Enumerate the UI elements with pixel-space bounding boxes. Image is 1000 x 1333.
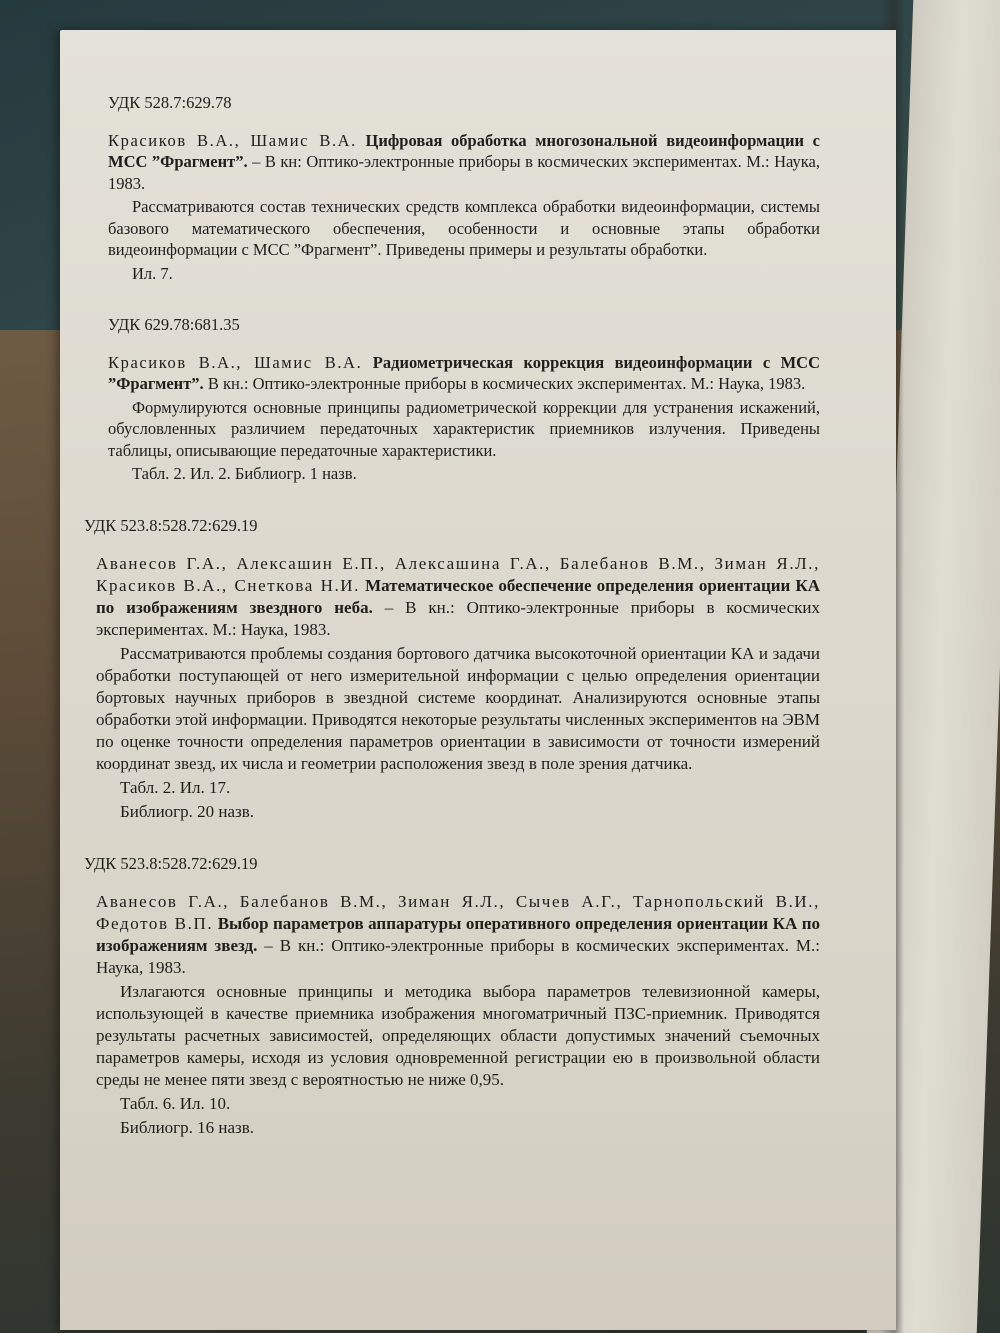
article-title: Радиометрическая коррекция видеоинформации с МСС ”Фрагмент”. [108,352,821,393]
udk-code: УДК 523.8:528.72:629.19 [84,515,258,535]
udk-code: УДК 523.8:528.72:629.19 [84,853,258,873]
abstracts-list [84,92,821,1169]
abstract-text: Излагаются основные принципы и методика выбора параметров телевизионной камеры, использующей в качестве приемника изображения многоматричный ПЗС-приемник. Приводятся результаты расчетных зависимостей, определяющих области допустимых значений съемочных параметров камеры, исходя из условия одновременной регистрации ею в произвольной области среды не менее пяти звезд с вероятностью не ниже 0,95. [96,981,820,1089]
bibliography-count: Библиогр. 20 назв. [120,801,255,821]
article-title: Выбор параметров аппаратуры оперативного определения ориентации КА по изображениям звезд. [96,913,821,955]
abstract-text: Рассматриваются проблемы создания бортового датчика высокоточной ориентации КА и задачи обработки поступающей от него измерительной информации с целью определения ориентации бортовых научных приборов в звездной системе координат. Анализируются основные этапы обработки этой информации. Приводятся некоторые результаты численных экспериментов на ЭВМ по оценке точности определения параметров ориентации в зависимости от точности измерений координат звезд, их числа и геометрии расположения звезд в поле зрения датчика. [96,643,820,773]
abstract-text: Формулируются основные принципы радиометрической коррекции для устранения искажений, обусловленных различием передаточных характеристик приемников излучения. Приведены таблицы, описывающие передаточные характеристики. [108,397,820,460]
citation [96,553,820,641]
citation [96,891,820,979]
abstract-text: Рассматриваются состав технических средств комплекса обработки видеоинформации, системы базового математического обеспечения, особенности и основные этапы обработки видеоинформации с МСС ”Фрагмент”. Приведены примеры и результаты обработки. [108,197,820,259]
source-reference: – В кн.: Оптико-электронные приборы в космических экспериментах. М.: Наука, 1983. [96,935,820,977]
abstract-entry [108,92,820,284]
illustrations-count: Ил. 7. [132,263,173,283]
abstract-entry [84,515,821,823]
tables-illustrations-count: Табл. 2. Ил. 17. [120,777,231,797]
authors: Красиков В.А., Шамис В.А. [108,130,357,150]
abstract-entry [108,314,820,485]
authors: Аванесов Г.А., Балебанов В.М., Зиман Я.Л., Сычев А.Г., Тарнопольский В.И., Федотов В.П. [96,891,820,933]
udk-code: УДК 528.7:629.78 [108,93,232,112]
tables-illustrations-count: Табл. 6. Ил. 10. [120,1093,231,1113]
source-reference: В кн.: Оптико-электронные приборы в космических экспериментах. М.: Наука, 1983. [207,374,806,393]
source-reference: – В кн.: Оптико-электронные приборы в космических экспериментах. М.: Наука, 1983. [96,597,821,639]
source-reference: – В кн: Оптико-электронные приборы в космических экспериментах. М.: Наука, 1983. [108,152,820,193]
citation [108,130,820,195]
authors: Аванесов Г.А., Алексашин Е.П., Алексашина Г.А., Балебанов В.М., Зиман Я.Л., Красиков В.А., Снеткова Н.И. [96,553,820,595]
abstract-entry [84,853,821,1139]
bibliography-count: Библиогр. 16 назв. [120,1117,255,1137]
tables-illustrations-bibliography: Табл. 2. Ил. 2. Библиогр. 1 назв. [132,464,357,483]
article-title: Математическое обеспечение определения ориентации КА по изображениям звездного неба. [96,575,821,617]
authors: Красиков В.А., Шамис В.А. [108,352,363,372]
citation [108,352,820,395]
article-title: Цифровая обработка многозональной видеоинформации с МСС ”Фрагмент”. [108,130,820,171]
udk-code: УДК 629.78:681.35 [108,315,240,334]
